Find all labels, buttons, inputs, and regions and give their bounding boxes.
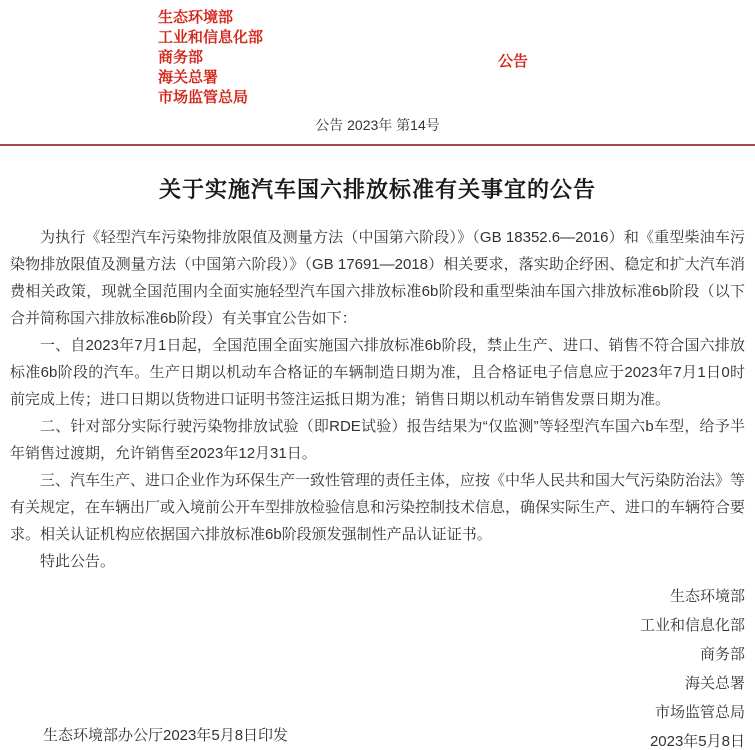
page-title: 关于实施汽车国六排放标准有关事宜的公告	[158, 177, 596, 202]
issuing-agency: 商务部	[158, 49, 204, 66]
body-paragraph: 二、针对部分实际行驶污染物排放试验（即RDE试验）报告结果为“仅监测”等轻型汽车国六b车型，给予半年销售过渡期，允许销售至2023年12月31日。	[10, 418, 745, 462]
signatory-agency: 市场监管总局	[654, 704, 745, 721]
signatory-agency: 海关总署	[684, 675, 745, 692]
imprint-line: 生态环境部办公厅2023年5月8日印发	[43, 727, 289, 744]
issuing-agency-list	[158, 8, 755, 108]
signatory-agency: 商务部	[699, 646, 745, 663]
document-header	[0, 0, 755, 146]
issuing-agency: 生态环境部	[158, 9, 234, 26]
issuing-agency: 市场监管总局	[158, 89, 249, 106]
doc-type-label: 公告	[498, 53, 529, 70]
signatory-agency: 工业和信息化部	[639, 617, 745, 634]
body-paragraph: 一、自2023年7月1日起，全国范围全面实施国六排放标准6b阶段，禁止生产、进口、销售不符合国六排放标准6b阶段的汽车。生产日期以机动车合格证的车辆制造日期为准，且合格证电子信息应于2023年7月1日0时前完成上传；进口日期以货物进口证明书签注运抵日期为准；销售日期以机动车销售发票日期为准。	[10, 337, 745, 408]
issuing-agency: 工业和信息化部	[158, 29, 264, 46]
closing-line: 特此公告。	[40, 553, 116, 570]
body-paragraph: 三、汽车生产、进口企业作为环保生产一致性管理的责任主体，应按《中华人民共和国大气污染防治法》等有关规定，在车辆出厂或入境前公开车型排放检验信息和污染控制技术信息，确保实际生产、进口的车辆符合要求。相关认证机构应依据国六排放标准6b阶段颁发强制性产品认证证书。	[10, 472, 746, 543]
signature-date: 2023年5月8日	[649, 733, 745, 750]
doc-number-line: 公告 2023年 第14号	[315, 117, 440, 133]
header-divider	[0, 144, 755, 146]
body-paragraph: 为执行《轻型汽车污染物排放限值及测量方法（中国第六阶段）》（GB 18352.6—2016）和《重型柴油车污染物排放限值及测量方法（中国第六阶段）》（GB 17691—2018）相关要求，落实助企纾困、稳定和扩大汽车消费相关政策，现就全国范围内全面实施轻型汽车国六排放标准6b阶段和重型柴油车国六排放标准6b阶段（以下合并简称国六排放标准6b阶段）有关事宜公告如下：	[10, 229, 745, 327]
issuing-agency: 海关总署	[158, 69, 219, 86]
document-body	[10, 224, 745, 575]
signatory-agency: 生态环境部	[669, 588, 745, 605]
